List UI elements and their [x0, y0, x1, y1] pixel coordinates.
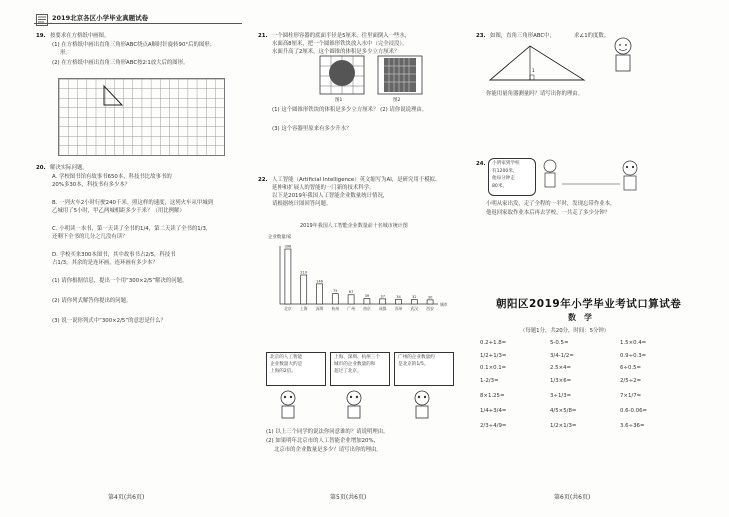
q20-items	[52, 173, 242, 337]
chart-value-label: 67	[348, 290, 354, 295]
calc-row	[480, 408, 690, 423]
exam-title: 朝阳区2019年小学毕业考试口算试卷	[496, 298, 682, 310]
calc-item[interactable]: 4/5×5/8=	[550, 407, 577, 414]
q24-line-2: 他返回家取作业本后再去学校，一共走了多少分钟？	[486, 210, 610, 216]
q20-item	[52, 297, 242, 305]
calc-item[interactable]: 1/4+3/4=	[480, 407, 507, 414]
note-line: 企业数量大约是	[270, 362, 303, 367]
q22-sub-1: (1) 以上三个同学的说法你同意谁的？请说明理由。	[266, 429, 389, 435]
chart-bar	[348, 295, 354, 304]
q24-note-line: 他每分钟走	[492, 176, 515, 181]
q21-line: 水面高8厘米，把一个圆锥形铁块放入水中（完全浸没），	[272, 41, 408, 47]
q20-item	[52, 277, 242, 285]
q19-part2: (2) 在方格纸中画出直角三角形ABC按2∶1放大后的图形。	[52, 60, 189, 66]
chart-value-label: 39	[364, 294, 370, 299]
chart-xlabel: 城市	[440, 302, 448, 307]
note-line: 北京的人工智能	[270, 355, 303, 360]
q22-sub-2: (2) 如果明年北京市的人工智能企业增加20%，	[266, 438, 379, 444]
q22-line: 人工智能（Artificial Intelligence）英文缩写为AI，是研究用于模拟、	[272, 177, 441, 183]
q22-line: 延伸和扩展人的智能的一门新的技术科学。	[272, 185, 375, 191]
chart-bar	[364, 299, 370, 304]
chart-value-label: 75	[333, 289, 338, 294]
q24-note-line: 有1200米，	[492, 168, 518, 174]
calc-item[interactable]: 1/2+1/3=	[480, 352, 507, 359]
calc-item[interactable]: 3/4-1/2=	[550, 352, 574, 359]
q20-item-line: 20%多30本，科技书有多少本？	[52, 182, 131, 188]
calc-item[interactable]: 7×1/7=	[620, 392, 642, 399]
chart-category-label: 杭州	[331, 306, 340, 311]
chart-bar	[380, 299, 386, 304]
q22-line: 请根据统计图回答问题。	[272, 201, 332, 207]
chart-category-label: 北京	[284, 306, 292, 311]
q20-item-line: (3) 说一说你列式中“300×2/5”的意思是什么？	[52, 318, 166, 324]
q20-item-line: (2) 请你列式解答你提出的问题。	[52, 298, 132, 304]
chart-category-label: 武汉	[410, 306, 419, 311]
q19-part1: (1) 在方格纸中画出直角三角形ABC绕点A顺时针旋转90°后的图形；	[52, 42, 216, 48]
student-1-icon	[281, 391, 295, 418]
calc-item[interactable]: 1.5×0.4=	[620, 340, 647, 346]
q19-number: 19.	[36, 33, 46, 39]
calc-row	[480, 423, 690, 438]
calc-item[interactable]: 0.2+1.8=	[480, 340, 507, 346]
figure-1-label: 图1	[335, 98, 343, 103]
svg-text:1: 1	[532, 69, 535, 74]
note-1	[270, 354, 302, 375]
header-title: 2019北京各区小学毕业真题试卷	[52, 14, 149, 22]
q20-item-line: 占1/3，其余的是连环画，连环画有多少本？	[52, 260, 158, 266]
figure-2	[378, 56, 422, 94]
calc-item[interactable]: 1/2×1/3=	[550, 422, 577, 429]
q23-number: 23.	[476, 33, 486, 39]
exam-instruction: （每题1分，共20分，时间：5分钟）	[520, 328, 610, 334]
q23-line-1: 如图，直角三角形ABC中，	[490, 33, 555, 39]
chart-value-label: 32	[412, 295, 417, 300]
chart-category-label: 西安	[426, 306, 434, 311]
chart-bar	[301, 275, 307, 304]
q20-item-line: B. 一列火车2小时行驶240千米。照这样的速度，这列火车从甲城到	[52, 200, 214, 206]
q24-figures	[540, 158, 640, 198]
q24-note	[492, 160, 520, 190]
calc-row	[480, 365, 690, 378]
page-footer-middle: 第5页(共6页)	[330, 494, 367, 501]
page-footer-left: 第4页(共6页)	[108, 494, 145, 501]
q24-note-line: 80米。	[492, 183, 508, 189]
student-2-icon	[347, 391, 361, 418]
figure-1	[320, 56, 364, 94]
q23-sub: 你能用量角器测量吗？请写出你的理由。	[486, 91, 584, 97]
chart-ylabel: 企业数量/家	[268, 235, 292, 240]
teacher-icon	[608, 36, 638, 76]
q22-sub-3: 北京市的企业数量是多少？请写出你的理由。	[274, 447, 382, 453]
calc-item[interactable]: 3.6÷36=	[620, 422, 645, 429]
q21-sub-2: (3) 这个容器里原来有多少升水？	[272, 126, 352, 132]
chart-value-label: 398	[284, 244, 292, 249]
calc-item[interactable]: 6÷0.5=	[620, 365, 642, 371]
student-icon	[623, 161, 637, 190]
q20-stem: 解决实际问题。	[50, 165, 88, 171]
note-3	[398, 354, 435, 368]
note-line: 广州的企业数量约	[398, 355, 435, 360]
q20-item	[52, 317, 242, 325]
chart-title: 2019年我国人工智能企业数量前十名城市统计图	[300, 223, 408, 229]
q21-line: 一个圆柱形容器的底面半径是5厘米，往里面倒入一些水，	[272, 33, 411, 39]
note-line: 是北京的1/5。	[398, 362, 429, 367]
q20-item-line: C. 小明读一本书，第一天读了全书的1/4，第二天读了全书的1/3，	[52, 226, 212, 232]
calc-item[interactable]: 2/3÷4/9=	[480, 422, 507, 429]
q21-sub-1: (1) 这个圆锥形铁块的体积是多少立方厘米？ (2) 请你说说理由。	[272, 107, 428, 113]
q20-item	[52, 199, 242, 215]
calc-item[interactable]: 8×1.25=	[480, 392, 505, 399]
calc-item[interactable]: 1/3×6=	[550, 377, 572, 384]
q22-line: 以下是2019年我国人工智能企业数量统计情况，	[272, 193, 389, 199]
triangle-figure	[58, 78, 224, 155]
q21-number: 21.	[258, 33, 268, 39]
calc-row	[480, 340, 690, 353]
calc-item[interactable]: 2/5÷2=	[620, 377, 642, 384]
q20-item-line: (1) 请你根据信息，提出一个用“300×2/5”解决的问题。	[52, 278, 188, 284]
q23-line-2: 求∠1的度数。	[574, 33, 610, 39]
chart-category-label: 苏州	[394, 306, 403, 311]
student-figures	[274, 388, 454, 424]
q22-lines	[272, 176, 440, 208]
note-2	[334, 354, 380, 375]
note-line: 上海、深圳、杭州三个	[334, 355, 380, 360]
chart-category-label: 深圳	[315, 306, 324, 311]
calc-grid	[480, 340, 690, 438]
book-icon	[36, 11, 48, 23]
calc-item[interactable]: 0.6-0.06=	[620, 407, 648, 414]
chart-bar	[317, 284, 323, 304]
chart-value-label: 37	[380, 294, 385, 299]
figure-2-label: 图2	[393, 98, 401, 103]
q20-number: 20.	[36, 165, 46, 171]
chart-value-label: 34	[396, 294, 401, 299]
cylinder-figures	[318, 54, 428, 100]
chart-category-label: 上海	[299, 306, 308, 311]
q19-stem: 按要求在方格纸中画图。	[50, 33, 110, 39]
header-underline	[34, 23, 242, 24]
calc-item[interactable]: 1-2/3=	[480, 377, 499, 384]
q22-number: 22.	[258, 177, 268, 183]
chart-category-label: 广州	[347, 306, 355, 311]
chart-bar	[427, 300, 433, 304]
q20-item-line: D. 学校买来300本图书，其中故事书占2/5，科技书	[52, 252, 176, 258]
chart-bar	[396, 299, 402, 304]
exam-subject: 数 学	[568, 313, 592, 322]
q20-item-line: A. 学校图书馆有故事书650本，科技书比故事书的	[52, 174, 172, 180]
bar-chart	[268, 240, 448, 320]
calc-row	[480, 378, 690, 393]
q24-line-1: 小明从家出发，走了全程的一半时，发现忘带作业本，	[486, 201, 616, 207]
q24-note-line: 小明家到学校	[492, 161, 520, 166]
q21-lines	[272, 32, 410, 56]
page-footer-right: 第6页(共6页)	[554, 494, 591, 501]
chart-category-label: 成都	[378, 306, 387, 311]
q19-part1b: 形。	[60, 50, 71, 56]
person-icon	[544, 160, 556, 187]
calc-item[interactable]: 0.1×0.1=	[480, 365, 507, 371]
chart-bar	[411, 300, 417, 304]
chart-value-label: 210	[300, 270, 308, 275]
q20-item	[52, 225, 242, 241]
chart-bar	[332, 294, 338, 304]
q20-item-line: 还剩下全书的几分之几没有读？	[52, 234, 128, 240]
chart-value-label: 146	[316, 279, 323, 284]
q21-line: 水面升高了2厘米，这个圆锥的体积是多少立方厘米？	[272, 49, 400, 55]
q20-item	[52, 251, 242, 267]
note-line: 超过了北京。	[334, 369, 362, 374]
chart-category-label: 南京	[363, 306, 371, 311]
chart-bar	[285, 249, 291, 304]
calc-item[interactable]: 3÷1/3=	[550, 392, 572, 399]
calc-item[interactable]: 5-0.5=	[550, 340, 569, 346]
q24-number: 24.	[476, 161, 486, 167]
calc-item[interactable]: 0.9÷0.3=	[620, 352, 647, 359]
q20-item-line: 乙城用了5小时，甲乙两城相距多少千米？（用比例解）	[52, 208, 185, 214]
student-3-icon	[415, 391, 429, 418]
calc-row	[480, 353, 690, 366]
note-line: 上海的2倍。	[270, 369, 296, 374]
triangle-angle-figure	[486, 42, 596, 88]
chart-value-label: 30	[427, 295, 433, 300]
calc-item[interactable]: 2.5×4=	[550, 365, 572, 371]
q20-item	[52, 173, 242, 189]
note-line: 城市的企业数量的和	[334, 362, 376, 367]
calc-row	[480, 393, 690, 408]
